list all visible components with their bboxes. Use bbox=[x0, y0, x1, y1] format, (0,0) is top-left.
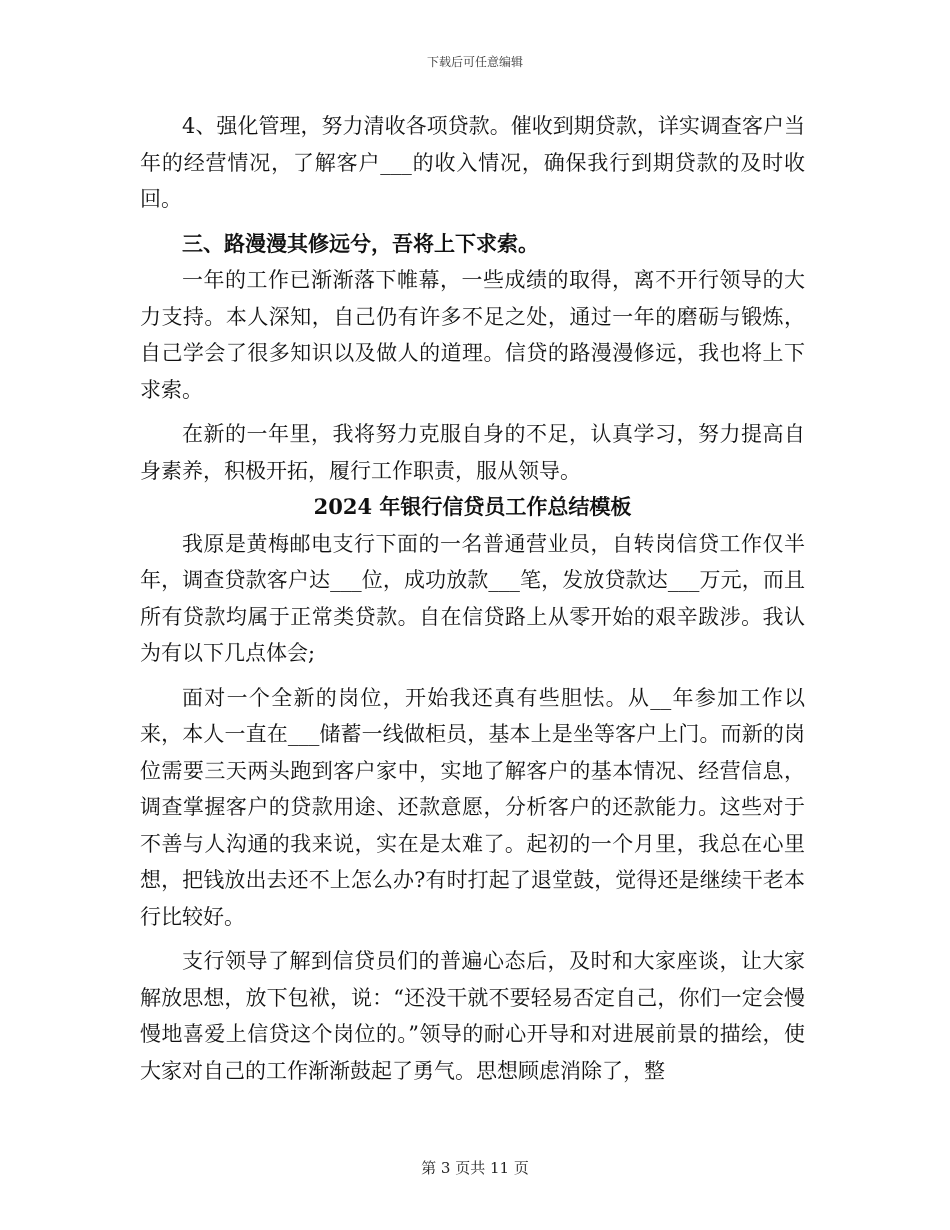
paragraph-leadership-support: 支行领导了解到信贷员们的普遍心态后，及时和大家座谈，让大家解放思想，放下包袱，说：“还没干就不要轻易否定自己，你们一定会慢慢地喜爱上信贷这个岗位的。”领导的耐心开导和对进展前景的描绘，使大家对自己的工作渐渐鼓起了勇气。思想顾虑消除了，整 bbox=[140, 949, 805, 1083]
document-title: 2024 年银行信贷员工作总结模板 bbox=[313, 494, 632, 519]
page-footer: 第 3 页共 11 页 bbox=[421, 1159, 529, 1177]
paragraph-new-year-plan: 在新的一年里，我将努力克服自身的不足，认真学习，努力提高自身素养，积极开拓，履行工作职责，服从领导。 bbox=[140, 422, 805, 483]
paragraph-new-position: 面对一个全新的岗位，开始我还真有些胆怯。从__年参加工作以来，本人一直在___储蓄一线做柜员，基本上是坐等客户上门。而新的岗位需要三天两头跑到客户家中，实地了解客户的基本情况、经营信息，调查掌握客户的贷款用途、还款意愿，分析客户的还款能力。这些对于不善与人沟通的我来说，实在是太难了。起初的一个月里，我总在心里想，把钱放出去还不上怎么办?有时打起了退堂鼓，觉得还是继续干老本行比较好。 bbox=[140, 685, 805, 929]
document-body bbox=[140, 108, 805, 1089]
paragraph-background: 我原是黄梅邮电支行下面的一名普通营业员，自转岗信贷工作仅半年，调查贷款客户达___位，成功放款___笔，发放贷款达___万元，而且所有贷款均属于正常类贷款。自在信贷路上从零开始的艰辛跋涉。我认为有以下几点体会; bbox=[140, 531, 805, 665]
paragraph-loan-collection: 4、强化管理，努力清收各项贷款。催收到期贷款，详实调查客户当年的经营情况，了解客户___的收入情况，确保我行到期贷款的及时收回。 bbox=[140, 114, 805, 211]
page-header: 下载后可任意编辑 bbox=[426, 55, 523, 69]
paragraph-year-summary: 一年的工作已渐渐落下帷幕，一些成绩的取得，离不开行领导的大力支持。本人深知，自己仍有许多不足之处，通过一年的磨砺与锻炼，自己学会了很多知识以及做人的道理。信贷的路漫漫修远，我也将上下求索。 bbox=[140, 268, 805, 402]
section-heading: 三、路漫漫其修远兮，吾将上下求索。 bbox=[182, 230, 539, 256]
